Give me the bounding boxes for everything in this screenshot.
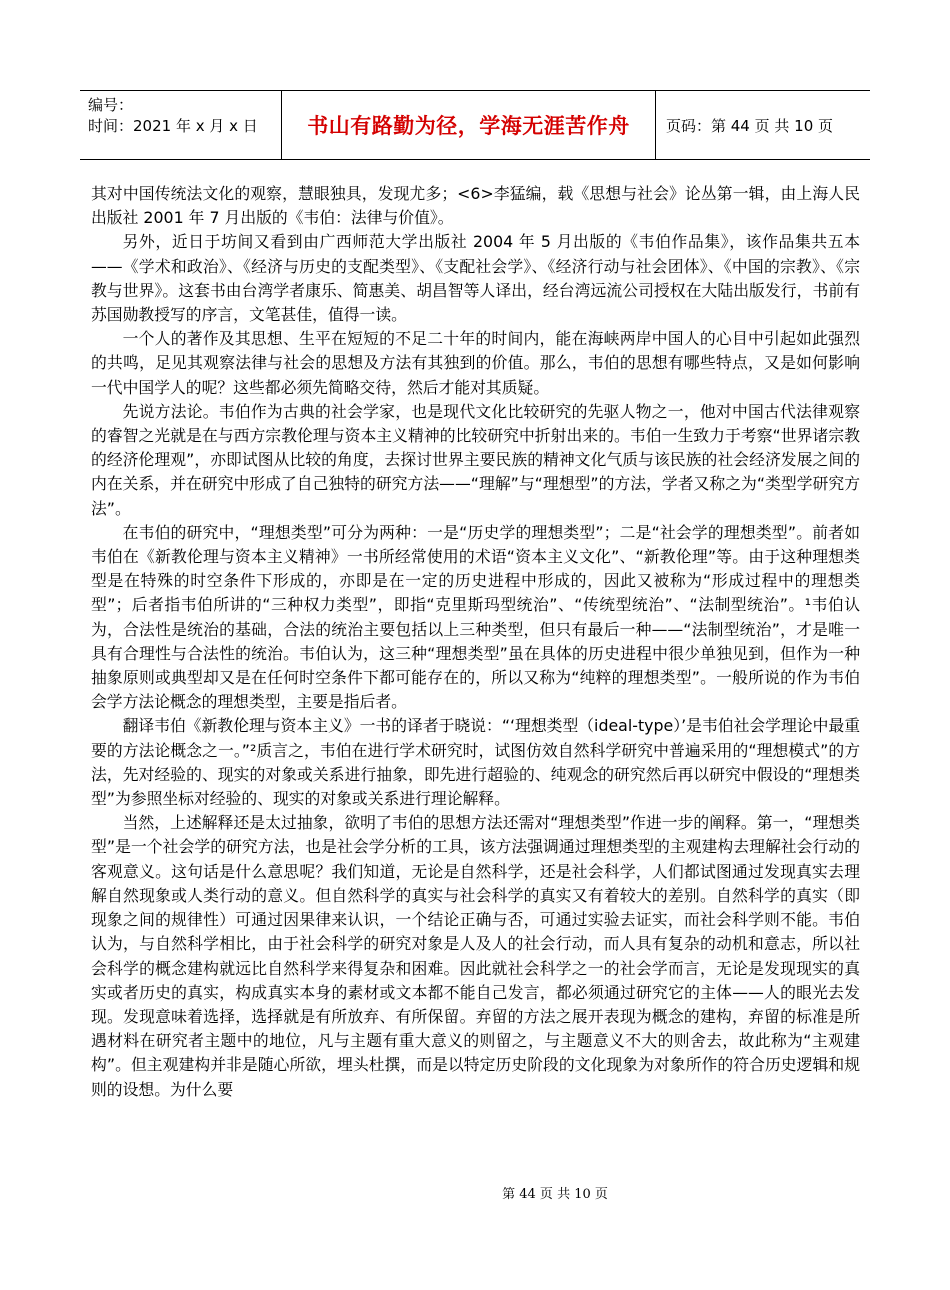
header-motto: 书山有路勤为径，学海无涯苦作舟 [282,91,656,159]
header-page-label: 页码：第 44 页 共 10 页 [666,116,834,135]
document-body [91,182,860,1102]
footer-page-number: 第 44 页 共 10 页 [502,1187,608,1202]
paragraph: 一个人的著作及其思想、生平在短短的不足二十年的时间内，能在海峡两岸中国人的心目中引起如此强烈的共鸣，足见其观察法律与社会的思想及方法有其独到的价值。那么，韦伯的思想有哪些特点，又是如何影响一代中国学人的呢？这些都必须先简略交待，然后才能对其质疑。 [91,329,860,397]
page-footer [0,1183,950,1202]
number-label: 编号： [88,96,134,114]
paragraph: 在韦伯的研究中，“理想类型”可分为两种：一是“历史学的理想类型”；二是“社会学的理想类型”。前者如韦伯在《新教伦理与资本主义精神》一书所经常使用的术语“资本主义文化”、“新教伦理”等。由于这种理想类型是在特殊的时空条件下形成的，亦即是在一定的历史进程中形成的，因此又被称为“形成过程中的理想类型”；后者指韦伯所讲的“三种权力类型”，即指“克里斯玛型统治”、“传统型统治”、“法制型统治”。¹韦伯认为，合法性是统治的基础，合法的统治主要包括以上三种类型，但只有最后一种——“法制型统治”，才是唯一具有合理性与合法性的统治。韦伯认为，这三种“理想类型”虽在具体的历史进程中很少单独见到，但作为一种抽象原则或典型却又是在任何时空条件下都可能存在的，所以又称为“纯粹的理想类型”。一般所说的作为韦伯会学方法论概念的理想类型，主要是指后者。 [91,522,860,712]
date-label: 时间：2021 年 x 月 x 日 [88,117,258,135]
paragraph: 先说方法论。韦伯作为古典的社会学家，也是现代文化比较研究的先驱人物之一，他对中国古代法律观察的睿智之光就是在与西方宗教伦理与资本主义精神的比较研究中折射出来的。韦伯一生致力于考察“世界诸宗教的经济伦理观”，亦即试图从比较的角度，去探讨世界主要民族的精神文化气质与该民族的社会经济发展之间的内在关系，并在研究中形成了自己独特的研究方法——“理解”与“理想型”的方法，学者又称之为“类型学研究方法”。 [91,401,860,518]
header-meta [80,91,282,159]
paragraph: 另外，近日于坊间又看到由广西师范大学出版社 2004 年 5 月出版的《韦伯作品集》，该作品集共五本——《学术和政治》、《经济与历史的支配类型》、《支配社会学》、《经济行动与社会团体》、《中国的宗教》、《宗教与世界》。这套书由台湾学者康乐、简惠美、胡昌智等人译出，经台湾远流公司授权在大陆出版发行，书前有苏国勋教授写的序言，文笔甚佳，值得一读。 [91,232,860,325]
paragraph: 当然，上述解释还是太过抽象，欲明了韦伯的思想方法还需对“理想类型”作进一步的阐释。第一，“理想类型”是一个社会学的研究方法，也是社会学分析的工具，该方法强调通过理想类型的主观建构去理解社会行动的客观意义。这句话是什么意思呢？我们知道，无论是自然科学，还是社会科学，人们都试图通过发现真实去理解自然现象或人类行动的意义。但自然科学的真实与社会科学的真实又有着较大的差别。自然科学的真实（即现象之间的规律性）可通过因果律来认识，一个结论正确与否，可通过实验去证实，而社会科学则不能。韦伯认为，与自然科学相比，由于社会科学的研究对象是人及人的社会行动，而人具有复杂的动机和意志，所以社会科学的概念建构就远比自然科学来得复杂和困难。因此就社会科学之一的社会学而言，无论是发现现实的真实或者历史的真实，构成真实本身的素材或文本都不能自己发言，都必须通过研究它的主体——人的眼光去发现。发现意味着选择，选择就是有所放弃、有所保留。弃留的方法之展开表现为概念的建构，弃留的标准是所遇材料在研究者主题中的地位，凡与主题有重大意义的则留之，与主题意义不大的则舍去，故此称为“主观建构”。但主观建构并非是随心所欲，埋头杜撰，而是以特定历史阶段的文化现象为对象所作的符合历史逻辑和规则的设想。为什么要 [91,813,860,1099]
page-header [80,90,870,160]
paragraph: 翻译韦伯《新教伦理与资本主义》一书的译者于晓说：“‘理想类型（ideal-type）’是韦伯社会学理论中最重要的方法论概念之一。”²质言之，韦伯在进行学术研究时，试图仿效自然科学研究中普遍采用的“理想模式”的方法，先对经验的、现实的对象或关系进行抽象，即先进行超验的、纯观念的研究然后再以研究中假设的“理想类型”为参照坐标对经验的、现实的对象或关系进行理论解释。 [91,716,860,809]
paragraph: 其对中国传统法文化的观察，慧眼独具，发现尤多；<6>李猛编，载《思想与社会》论丛第一辑，由上海人民出版社 2001 年 7 月出版的《韦伯：法律与价值》。 [91,184,860,228]
